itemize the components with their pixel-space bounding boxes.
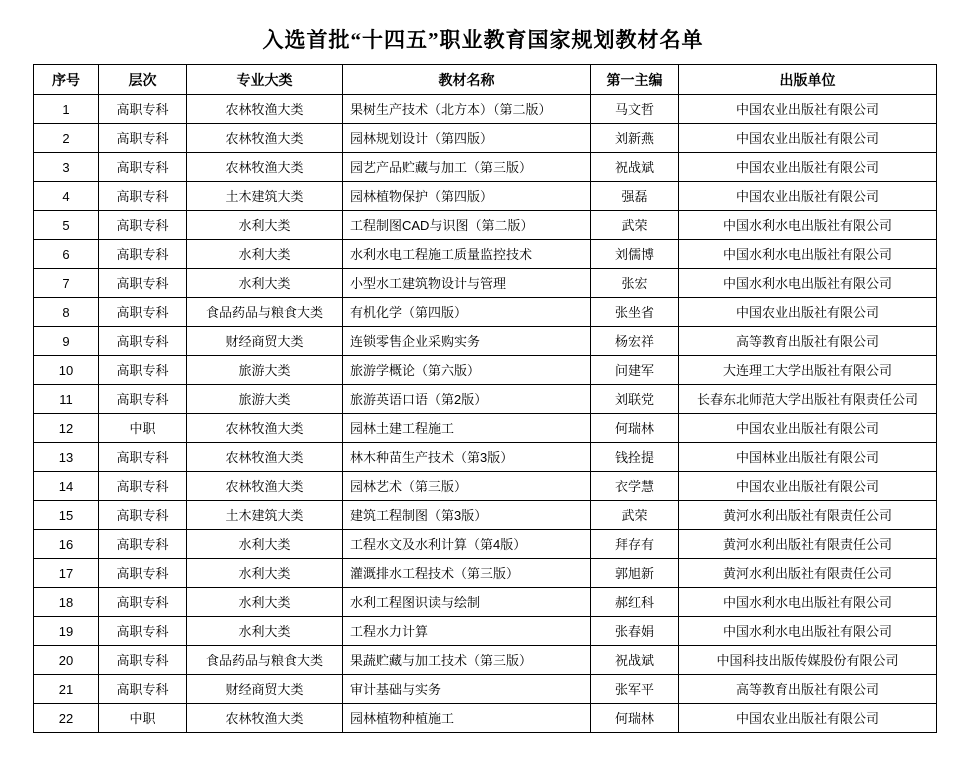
cell-editor: 祝战斌 — [591, 646, 679, 675]
cell-category: 农林牧渔大类 — [187, 704, 343, 733]
cell-category: 水利大类 — [187, 211, 343, 240]
cell-textbook-name: 园林植物种植施工 — [343, 704, 591, 733]
cell-editor: 张军平 — [591, 675, 679, 704]
cell-editor: 问建军 — [591, 356, 679, 385]
col-header-no: 序号 — [34, 65, 99, 95]
table-row — [34, 124, 937, 153]
cell-level: 高职专科 — [99, 646, 187, 675]
table-header-row — [34, 65, 937, 95]
cell-level: 高职专科 — [99, 298, 187, 327]
cell-no: 4 — [34, 182, 99, 211]
table-row — [34, 182, 937, 211]
cell-category: 水利大类 — [187, 240, 343, 269]
cell-textbook-name: 灌溉排水工程技术（第三版） — [343, 559, 591, 588]
cell-publisher: 中国水利水电出版社有限公司 — [679, 211, 937, 240]
cell-no: 9 — [34, 327, 99, 356]
cell-level: 高职专科 — [99, 124, 187, 153]
cell-level: 高职专科 — [99, 269, 187, 298]
cell-textbook-name: 园林植物保护（第四版） — [343, 182, 591, 211]
cell-no: 14 — [34, 472, 99, 501]
cell-editor: 张宏 — [591, 269, 679, 298]
table-row — [34, 617, 937, 646]
cell-editor: 刘联党 — [591, 385, 679, 414]
cell-publisher: 高等教育出版社有限公司 — [679, 675, 937, 704]
cell-level: 高职专科 — [99, 385, 187, 414]
cell-textbook-name: 园林规划设计（第四版） — [343, 124, 591, 153]
cell-editor: 何瑞林 — [591, 704, 679, 733]
cell-no: 17 — [34, 559, 99, 588]
cell-publisher: 黄河水利出版社有限责任公司 — [679, 530, 937, 559]
cell-publisher: 大连理工大学出版社有限公司 — [679, 356, 937, 385]
cell-no: 11 — [34, 385, 99, 414]
cell-editor: 张坐省 — [591, 298, 679, 327]
col-header-name: 教材名称 — [343, 65, 591, 95]
cell-textbook-name: 小型水工建筑物设计与管理 — [343, 269, 591, 298]
cell-level: 高职专科 — [99, 588, 187, 617]
cell-publisher: 中国农业出版社有限公司 — [679, 182, 937, 211]
cell-textbook-name: 水利水电工程施工质量监控技术 — [343, 240, 591, 269]
cell-category: 农林牧渔大类 — [187, 153, 343, 182]
table-row — [34, 298, 937, 327]
cell-publisher: 中国农业出版社有限公司 — [679, 298, 937, 327]
cell-no: 10 — [34, 356, 99, 385]
table-row — [34, 646, 937, 675]
cell-publisher: 中国农业出版社有限公司 — [679, 704, 937, 733]
col-header-category: 专业大类 — [187, 65, 343, 95]
cell-category: 农林牧渔大类 — [187, 472, 343, 501]
cell-publisher: 中国农业出版社有限公司 — [679, 95, 937, 124]
cell-publisher: 黄河水利出版社有限责任公司 — [679, 559, 937, 588]
cell-level: 高职专科 — [99, 95, 187, 124]
cell-category: 旅游大类 — [187, 385, 343, 414]
cell-publisher: 中国农业出版社有限公司 — [679, 153, 937, 182]
cell-category: 食品药品与粮食大类 — [187, 646, 343, 675]
cell-textbook-name: 审计基础与实务 — [343, 675, 591, 704]
cell-no: 19 — [34, 617, 99, 646]
table-row — [34, 675, 937, 704]
cell-editor: 郝红科 — [591, 588, 679, 617]
col-header-level: 层次 — [99, 65, 187, 95]
cell-category: 水利大类 — [187, 588, 343, 617]
cell-textbook-name: 园林土建工程施工 — [343, 414, 591, 443]
table-row — [34, 327, 937, 356]
cell-no: 2 — [34, 124, 99, 153]
cell-editor: 刘新燕 — [591, 124, 679, 153]
cell-textbook-name: 旅游学概论（第六版） — [343, 356, 591, 385]
cell-level: 高职专科 — [99, 182, 187, 211]
cell-publisher: 黄河水利出版社有限责任公司 — [679, 501, 937, 530]
table-row — [34, 211, 937, 240]
cell-textbook-name: 果蔬贮藏与加工技术（第三版） — [343, 646, 591, 675]
cell-no: 20 — [34, 646, 99, 675]
cell-level: 高职专科 — [99, 617, 187, 646]
table-row — [34, 95, 937, 124]
cell-publisher: 中国水利水电出版社有限公司 — [679, 617, 937, 646]
cell-no: 12 — [34, 414, 99, 443]
cell-editor: 衣学慧 — [591, 472, 679, 501]
cell-category: 农林牧渔大类 — [187, 95, 343, 124]
textbook-list-table — [33, 64, 937, 733]
cell-level: 高职专科 — [99, 153, 187, 182]
cell-publisher: 长春东北师范大学出版社有限责任公司 — [679, 385, 937, 414]
cell-editor: 刘儒博 — [591, 240, 679, 269]
table-row — [34, 240, 937, 269]
cell-category: 财经商贸大类 — [187, 327, 343, 356]
cell-category: 水利大类 — [187, 617, 343, 646]
cell-category: 土木建筑大类 — [187, 182, 343, 211]
cell-textbook-name: 连锁零售企业采购实务 — [343, 327, 591, 356]
cell-category: 食品药品与粮食大类 — [187, 298, 343, 327]
cell-publisher: 中国农业出版社有限公司 — [679, 414, 937, 443]
cell-no: 7 — [34, 269, 99, 298]
cell-category: 水利大类 — [187, 269, 343, 298]
cell-editor: 杨宏祥 — [591, 327, 679, 356]
cell-level: 高职专科 — [99, 559, 187, 588]
table-row — [34, 385, 937, 414]
table-row — [34, 414, 937, 443]
cell-category: 农林牧渔大类 — [187, 443, 343, 472]
table-row — [34, 269, 937, 298]
cell-level: 中职 — [99, 414, 187, 443]
table-row — [34, 588, 937, 617]
cell-category: 农林牧渔大类 — [187, 414, 343, 443]
cell-textbook-name: 果树生产技术（北方本）（第二版） — [343, 95, 591, 124]
table-row — [34, 559, 937, 588]
cell-category: 旅游大类 — [187, 356, 343, 385]
cell-editor: 祝战斌 — [591, 153, 679, 182]
table-row — [34, 472, 937, 501]
table-row — [34, 356, 937, 385]
cell-editor: 武荣 — [591, 211, 679, 240]
cell-no: 21 — [34, 675, 99, 704]
col-header-editor: 第一主编 — [591, 65, 679, 95]
cell-textbook-name: 工程制图CAD与识图（第二版） — [343, 211, 591, 240]
table-row — [34, 153, 937, 182]
cell-level: 高职专科 — [99, 327, 187, 356]
cell-no: 15 — [34, 501, 99, 530]
cell-no: 3 — [34, 153, 99, 182]
cell-category: 农林牧渔大类 — [187, 124, 343, 153]
cell-editor: 钱拴提 — [591, 443, 679, 472]
table-row — [34, 501, 937, 530]
cell-no: 1 — [34, 95, 99, 124]
cell-editor: 拜存有 — [591, 530, 679, 559]
cell-category: 财经商贸大类 — [187, 675, 343, 704]
cell-level: 中职 — [99, 704, 187, 733]
cell-level: 高职专科 — [99, 675, 187, 704]
cell-textbook-name: 旅游英语口语（第2版） — [343, 385, 591, 414]
table-row — [34, 443, 937, 472]
cell-category: 水利大类 — [187, 559, 343, 588]
cell-editor: 强磊 — [591, 182, 679, 211]
cell-no: 18 — [34, 588, 99, 617]
cell-publisher: 高等教育出版社有限公司 — [679, 327, 937, 356]
cell-publisher: 中国科技出版传媒股份有限公司 — [679, 646, 937, 675]
cell-level: 高职专科 — [99, 501, 187, 530]
cell-publisher: 中国林业出版社有限公司 — [679, 443, 937, 472]
cell-publisher: 中国水利水电出版社有限公司 — [679, 588, 937, 617]
table-row — [34, 704, 937, 733]
cell-publisher: 中国水利水电出版社有限公司 — [679, 240, 937, 269]
cell-publisher: 中国农业出版社有限公司 — [679, 472, 937, 501]
cell-publisher: 中国农业出版社有限公司 — [679, 124, 937, 153]
cell-textbook-name: 水利工程图识读与绘制 — [343, 588, 591, 617]
cell-no: 8 — [34, 298, 99, 327]
cell-no: 22 — [34, 704, 99, 733]
cell-publisher: 中国水利水电出版社有限公司 — [679, 269, 937, 298]
col-header-publisher: 出版单位 — [679, 65, 937, 95]
cell-textbook-name: 园林艺术（第三版） — [343, 472, 591, 501]
cell-level: 高职专科 — [99, 356, 187, 385]
cell-no: 5 — [34, 211, 99, 240]
cell-textbook-name: 工程水文及水利计算（第4版） — [343, 530, 591, 559]
cell-textbook-name: 园艺产品贮藏与加工（第三版） — [343, 153, 591, 182]
cell-level: 高职专科 — [99, 240, 187, 269]
cell-level: 高职专科 — [99, 443, 187, 472]
cell-textbook-name: 工程水力计算 — [343, 617, 591, 646]
cell-level: 高职专科 — [99, 530, 187, 559]
cell-editor: 郭旭新 — [591, 559, 679, 588]
cell-level: 高职专科 — [99, 211, 187, 240]
page-title: 入选首批“十四五”职业教育国家规划教材名单 — [262, 28, 704, 52]
cell-editor: 何瑞林 — [591, 414, 679, 443]
cell-editor: 马文哲 — [591, 95, 679, 124]
cell-textbook-name: 有机化学（第四版） — [343, 298, 591, 327]
cell-textbook-name: 林木种苗生产技术（第3版） — [343, 443, 591, 472]
cell-no: 6 — [34, 240, 99, 269]
cell-no: 16 — [34, 530, 99, 559]
cell-textbook-name: 建筑工程制图（第3版） — [343, 501, 591, 530]
cell-editor: 武荣 — [591, 501, 679, 530]
table-row — [34, 530, 937, 559]
cell-category: 水利大类 — [187, 530, 343, 559]
cell-level: 高职专科 — [99, 472, 187, 501]
cell-category: 土木建筑大类 — [187, 501, 343, 530]
cell-editor: 张春娟 — [591, 617, 679, 646]
cell-no: 13 — [34, 443, 99, 472]
